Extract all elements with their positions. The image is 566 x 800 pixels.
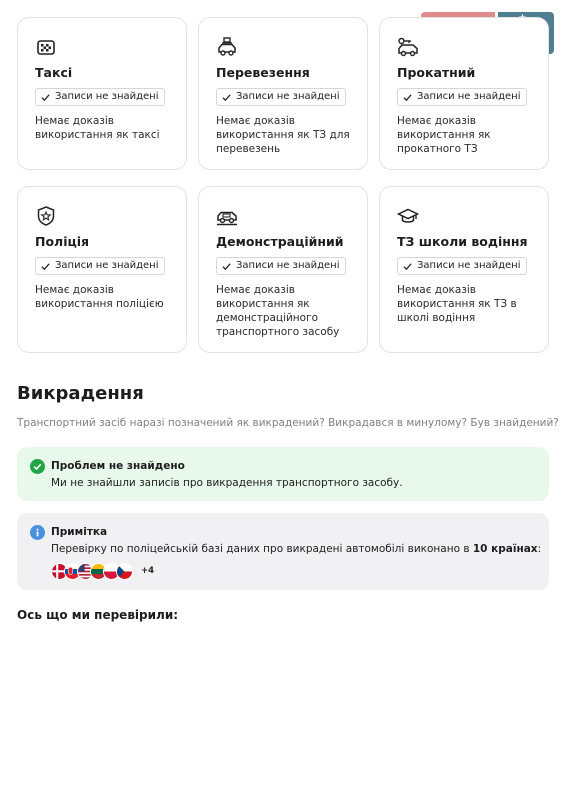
status-badge: Записи не знайдені <box>397 257 527 275</box>
check-icon <box>41 93 50 102</box>
card-taxi <box>17 17 187 170</box>
card-description: Немає доказів використання як ТЗ для перевезень <box>216 115 350 155</box>
card-police <box>17 186 187 353</box>
no-problems-alert <box>17 447 549 501</box>
status-badge: Записи не знайдені <box>35 88 165 106</box>
check-icon <box>41 262 50 271</box>
theft-section-subtitle: Транспортний засіб наразі позначений як викрадений? Викрадався в минулому? Був знайдений? <box>17 417 559 429</box>
card-title: ТЗ школи водіння <box>397 234 528 249</box>
alert-heading: Проблем не знайдено <box>51 460 185 472</box>
taxi-icon <box>35 36 57 58</box>
czech-flag-icon <box>116 563 133 580</box>
country-flags <box>51 562 154 580</box>
card-description: Немає доказів використання як таксі <box>35 115 160 141</box>
card-title: Поліція <box>35 234 90 249</box>
card-cargo <box>198 17 368 170</box>
card-title: Прокатний <box>397 65 476 80</box>
card-title: Таксі <box>35 65 73 80</box>
check-icon <box>222 262 231 271</box>
card-description: Немає доказів використання як прокатного ТЗ <box>397 115 491 155</box>
card-title: Демонстраційний <box>216 234 344 249</box>
demo-car-icon <box>216 205 238 227</box>
note-heading: Примітка <box>51 526 108 538</box>
card-driving-school <box>379 186 549 353</box>
more-countries-count: +4 <box>141 566 155 576</box>
check-circle-icon <box>30 459 45 474</box>
card-title: Перевезення <box>216 65 310 80</box>
check-icon <box>222 93 231 102</box>
card-rental <box>379 17 549 170</box>
card-description: Немає доказів використання поліцією <box>35 284 164 310</box>
check-icon <box>403 262 412 271</box>
graduation-cap-icon <box>397 205 419 227</box>
card-description: Немає доказів використання як демонстраційного транспортного засобу <box>216 284 340 338</box>
note-text: Перевірку по поліцейській базі даних про викрадені автомобілі виконано в 10 країнах: <box>51 543 542 555</box>
countries-count: 10 країнах <box>472 543 538 555</box>
alert-text: Ми не знайшли записів про викрадення транспортного засобу. <box>51 477 403 489</box>
status-badge: Записи не знайдені <box>216 257 346 275</box>
note-box <box>17 513 549 590</box>
status-badge: Записи не знайдені <box>216 88 346 106</box>
card-demo <box>198 186 368 353</box>
police-badge-icon <box>35 205 57 227</box>
check-icon <box>403 93 412 102</box>
status-badge: Записи не знайдені <box>35 257 165 275</box>
theft-section-title: Викрадення <box>17 383 144 404</box>
card-description: Немає доказів використання як ТЗ в школі водіння <box>397 284 517 324</box>
checked-list-title: Ось що ми перевірили: <box>17 608 179 622</box>
cargo-car-icon <box>216 36 238 58</box>
status-badge: Записи не знайдені <box>397 88 527 106</box>
info-icon <box>30 525 45 540</box>
rental-key-car-icon <box>397 36 419 58</box>
